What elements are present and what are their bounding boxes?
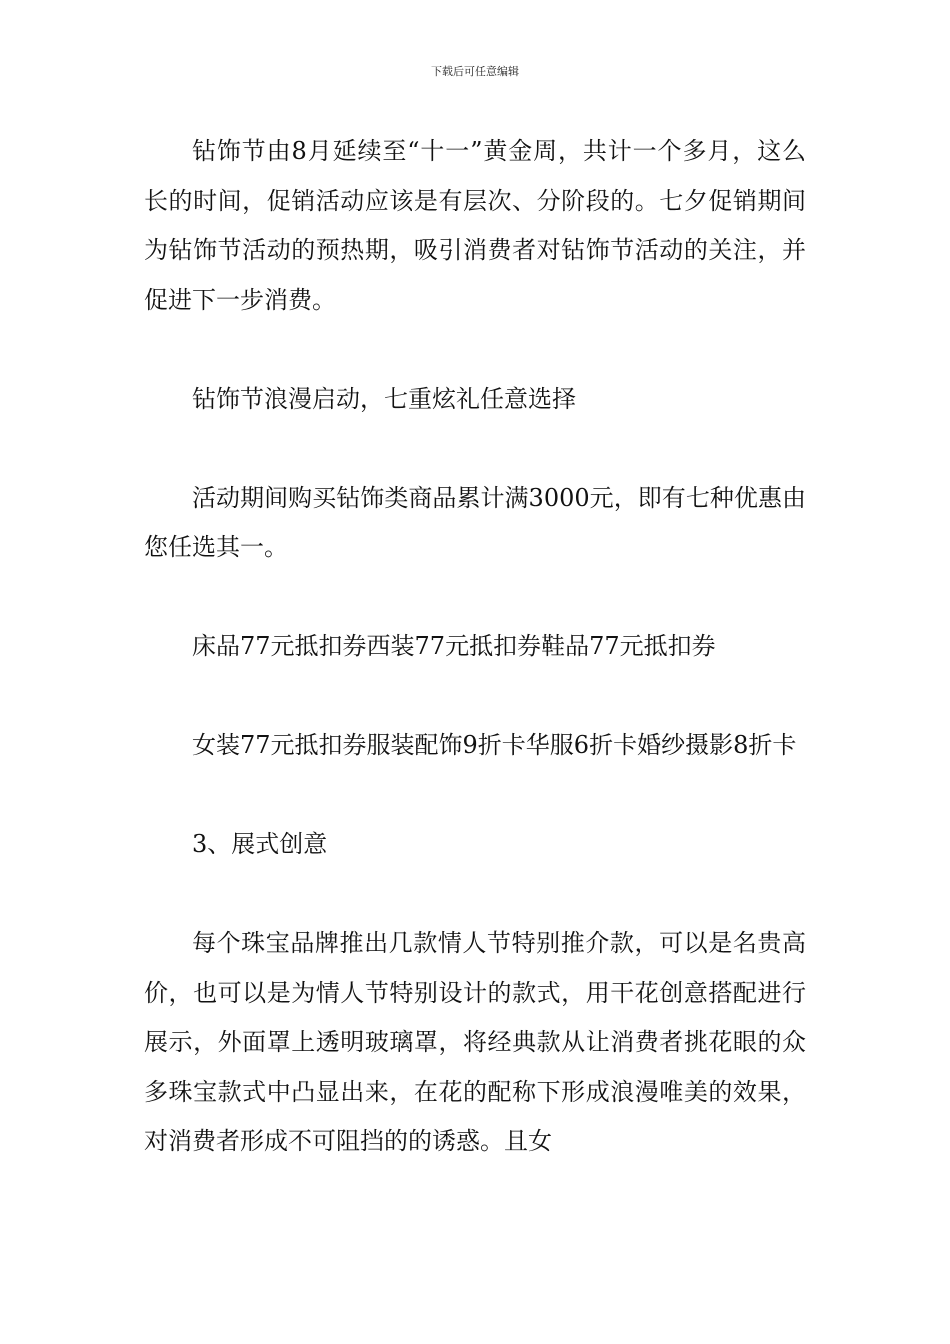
paragraph-spacer — [144, 771, 806, 821]
paragraph-spacer — [144, 870, 806, 920]
paragraph-spacer — [144, 573, 806, 623]
paragraph-spacer — [144, 325, 806, 375]
paragraph-launch-heading: 钻饰节浪漫启动，七重炫礼任意选择 — [192, 384, 576, 413]
paragraph-display-description: 每个珠宝品牌推出几款情人节特别推介款，可以是名贵高价，也可以是为情人节特别设计的款式，用干花创意搭配进行展示，外面罩上透明玻璃罩，将经典款从让消费者挑花眼的众多珠宝款式中凸显出来，在花的配称下形成浪漫唯美的效果，对消费者形成不可阻挡的的诱惑。且女 — [144, 929, 806, 1155]
page-header: 下载后可任意编辑 — [431, 65, 519, 78]
section-heading-display-ideas: 3、展式创意 — [192, 830, 328, 858]
paragraph-spacer — [144, 424, 806, 474]
paragraph-offer: 活动期间购买钻饰类商品累计满3000元，即有七种优惠由您任选其一。 — [144, 483, 806, 561]
paragraph-intro: 钻饰节由8月延续至“十一”黄金周，共计一个多月，这么长的时间，促销活动应该是有层次、分阶段的。七夕促销期间为钻饰节活动的预热期，吸引消费者对钻饰节活动的关注，并促进下一步消费。 — [144, 137, 806, 314]
paragraph-coupons-2: 女装77元抵扣券服装配饰9折卡华服6折卡婚纱摄影8折卡 — [192, 731, 797, 759]
paragraph-spacer — [144, 672, 806, 722]
document-body — [144, 127, 806, 1167]
paragraph-coupons-1: 床品77元抵扣券西装77元抵扣券鞋品77元抵扣券 — [192, 632, 716, 660]
